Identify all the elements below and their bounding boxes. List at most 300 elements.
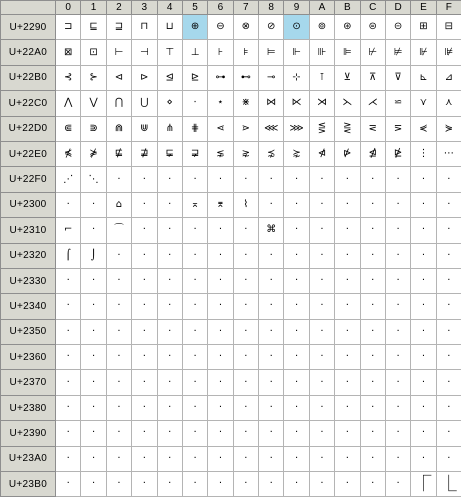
glyph-cell[interactable]: · xyxy=(437,193,461,218)
glyph-cell[interactable]: ⋇ xyxy=(234,91,259,116)
glyph-cell[interactable]: ⊲ xyxy=(107,66,132,91)
glyph-cell[interactable]: · xyxy=(56,193,81,218)
glyph-cell[interactable]: · xyxy=(208,218,233,243)
glyph-cell[interactable]: ⊜ xyxy=(361,15,386,40)
glyph-cell[interactable]: ⋡ xyxy=(81,142,106,167)
glyph-cell[interactable]: ⋘ xyxy=(259,117,284,142)
glyph-cell[interactable]: ⊻ xyxy=(335,66,360,91)
glyph-cell[interactable]: · xyxy=(284,472,309,497)
glyph-cell[interactable]: ⋦ xyxy=(208,142,233,167)
glyph-cell[interactable]: · xyxy=(107,472,132,497)
glyph-cell[interactable]: ⊒ xyxy=(107,15,132,40)
glyph-cell[interactable]: ⊮ xyxy=(411,40,436,65)
glyph-cell[interactable]: ⋜ xyxy=(361,117,386,142)
glyph-cell[interactable]: ⋧ xyxy=(234,142,259,167)
glyph-cell[interactable]: · xyxy=(284,193,309,218)
glyph-cell[interactable]: · xyxy=(81,294,106,319)
glyph-cell[interactable]: ⊙ xyxy=(284,15,309,40)
glyph-cell[interactable]: · xyxy=(361,472,386,497)
glyph-cell[interactable]: · xyxy=(56,345,81,370)
glyph-cell[interactable]: ⎾ xyxy=(411,472,436,497)
glyph-cell[interactable]: · xyxy=(81,447,106,472)
glyph-cell[interactable]: ⋪ xyxy=(310,142,335,167)
glyph-cell[interactable]: · xyxy=(234,294,259,319)
glyph-cell[interactable]: ⋥ xyxy=(183,142,208,167)
glyph-cell[interactable]: · xyxy=(335,396,360,421)
glyph-cell[interactable]: · xyxy=(81,218,106,243)
glyph-cell[interactable]: ⋚ xyxy=(310,117,335,142)
glyph-cell[interactable]: ⊷ xyxy=(234,66,259,91)
glyph-cell[interactable]: · xyxy=(81,396,106,421)
glyph-cell[interactable]: ⋌ xyxy=(361,91,386,116)
glyph-cell[interactable]: · xyxy=(284,167,309,192)
glyph-cell[interactable]: · xyxy=(386,320,411,345)
glyph-cell[interactable]: ⊾ xyxy=(411,66,436,91)
glyph-cell[interactable]: · xyxy=(208,472,233,497)
glyph-cell[interactable]: ⋰ xyxy=(56,167,81,192)
glyph-cell[interactable]: · xyxy=(284,320,309,345)
glyph-cell[interactable]: ⋗ xyxy=(234,117,259,142)
glyph-cell[interactable]: ⋬ xyxy=(361,142,386,167)
glyph-cell[interactable]: · xyxy=(361,447,386,472)
glyph-cell[interactable]: · xyxy=(56,396,81,421)
glyph-cell[interactable]: ⊛ xyxy=(335,15,360,40)
glyph-cell[interactable]: · xyxy=(234,269,259,294)
glyph-cell[interactable]: · xyxy=(259,345,284,370)
glyph-cell[interactable]: · xyxy=(208,345,233,370)
glyph-cell[interactable]: · xyxy=(361,218,386,243)
glyph-cell[interactable]: · xyxy=(284,447,309,472)
glyph-cell[interactable]: ⊴ xyxy=(158,66,183,91)
glyph-cell[interactable]: ⊩ xyxy=(284,40,309,65)
glyph-cell[interactable]: · xyxy=(259,294,284,319)
glyph-cell[interactable]: · xyxy=(234,167,259,192)
glyph-cell[interactable]: · xyxy=(158,396,183,421)
glyph-cell[interactable]: · xyxy=(310,345,335,370)
glyph-cell[interactable]: ⊭ xyxy=(386,40,411,65)
glyph-cell[interactable]: ⋓ xyxy=(132,117,157,142)
glyph-cell[interactable]: ⊔ xyxy=(158,15,183,40)
glyph-cell[interactable]: · xyxy=(81,320,106,345)
glyph-cell[interactable]: · xyxy=(335,193,360,218)
glyph-cell[interactable]: · xyxy=(259,193,284,218)
glyph-cell[interactable]: · xyxy=(259,472,284,497)
glyph-cell[interactable]: · xyxy=(310,320,335,345)
glyph-cell[interactable]: ⊨ xyxy=(259,40,284,65)
glyph-cell[interactable]: · xyxy=(107,447,132,472)
glyph-cell[interactable]: · xyxy=(310,269,335,294)
glyph-cell[interactable]: ⊡ xyxy=(81,40,106,65)
glyph-cell[interactable]: · xyxy=(158,193,183,218)
glyph-cell[interactable]: ⊽ xyxy=(386,66,411,91)
glyph-cell[interactable]: · xyxy=(107,167,132,192)
glyph-cell[interactable]: ⋂ xyxy=(107,91,132,116)
glyph-cell[interactable]: · xyxy=(158,167,183,192)
glyph-cell[interactable]: · xyxy=(234,345,259,370)
glyph-cell[interactable]: · xyxy=(158,218,183,243)
glyph-cell[interactable]: · xyxy=(208,320,233,345)
glyph-cell[interactable]: · xyxy=(284,396,309,421)
glyph-cell[interactable]: · xyxy=(361,294,386,319)
glyph-cell[interactable]: · xyxy=(259,269,284,294)
glyph-cell[interactable]: · xyxy=(208,370,233,395)
glyph-cell[interactable]: ⋐ xyxy=(56,117,81,142)
glyph-cell[interactable]: · xyxy=(158,320,183,345)
glyph-cell[interactable]: ⌂ xyxy=(107,193,132,218)
glyph-cell[interactable]: ⋯ xyxy=(437,142,461,167)
glyph-cell[interactable]: ⋟ xyxy=(437,117,461,142)
glyph-cell[interactable]: · xyxy=(107,244,132,269)
glyph-cell[interactable]: · xyxy=(284,421,309,446)
glyph-cell[interactable]: · xyxy=(183,472,208,497)
glyph-cell[interactable]: ⋣ xyxy=(132,142,157,167)
glyph-cell[interactable]: ⋙ xyxy=(284,117,309,142)
glyph-cell[interactable]: · xyxy=(386,396,411,421)
glyph-cell[interactable]: · xyxy=(234,320,259,345)
glyph-cell[interactable]: · xyxy=(335,345,360,370)
glyph-cell[interactable]: · xyxy=(335,244,360,269)
glyph-cell[interactable]: · xyxy=(107,320,132,345)
glyph-cell[interactable]: · xyxy=(208,167,233,192)
glyph-cell[interactable]: · xyxy=(183,370,208,395)
glyph-cell[interactable]: · xyxy=(158,345,183,370)
glyph-cell[interactable]: · xyxy=(132,421,157,446)
glyph-cell[interactable]: · xyxy=(56,320,81,345)
glyph-cell[interactable]: · xyxy=(132,447,157,472)
glyph-cell[interactable]: · xyxy=(335,370,360,395)
glyph-cell[interactable]: ⌇ xyxy=(234,193,259,218)
glyph-cell[interactable]: · xyxy=(386,421,411,446)
glyph-cell[interactable]: · xyxy=(386,345,411,370)
glyph-cell[interactable]: · xyxy=(208,396,233,421)
glyph-cell[interactable]: · xyxy=(361,193,386,218)
glyph-cell[interactable]: · xyxy=(361,370,386,395)
glyph-cell[interactable]: ⋄ xyxy=(158,91,183,116)
glyph-cell[interactable]: ⋏ xyxy=(437,91,461,116)
glyph-cell[interactable]: · xyxy=(158,447,183,472)
glyph-cell[interactable]: ⎿ xyxy=(437,472,461,497)
glyph-cell[interactable]: · xyxy=(335,320,360,345)
glyph-cell[interactable]: · xyxy=(183,421,208,446)
glyph-cell[interactable]: ⊠ xyxy=(56,40,81,65)
glyph-cell[interactable]: · xyxy=(386,218,411,243)
glyph-cell[interactable]: · xyxy=(411,294,436,319)
glyph-cell[interactable]: · xyxy=(234,396,259,421)
glyph-cell[interactable]: · xyxy=(310,193,335,218)
glyph-cell[interactable]: ⋕ xyxy=(183,117,208,142)
glyph-cell[interactable]: ⊼ xyxy=(361,66,386,91)
glyph-cell[interactable]: · xyxy=(437,244,461,269)
glyph-cell[interactable]: ⋎ xyxy=(411,91,436,116)
glyph-cell[interactable]: ⊳ xyxy=(132,66,157,91)
glyph-cell[interactable]: · xyxy=(81,193,106,218)
glyph-cell[interactable]: · xyxy=(386,370,411,395)
glyph-cell[interactable]: · xyxy=(335,269,360,294)
glyph-cell[interactable]: · xyxy=(259,421,284,446)
glyph-cell[interactable]: · xyxy=(183,294,208,319)
glyph-cell[interactable]: · xyxy=(259,167,284,192)
glyph-cell[interactable]: · xyxy=(411,244,436,269)
glyph-cell[interactable]: · xyxy=(183,396,208,421)
glyph-cell[interactable]: ⊱ xyxy=(81,66,106,91)
glyph-cell[interactable]: ⋖ xyxy=(208,117,233,142)
glyph-cell[interactable]: ⊟ xyxy=(437,15,461,40)
glyph-cell[interactable]: · xyxy=(56,472,81,497)
glyph-cell[interactable]: · xyxy=(310,396,335,421)
glyph-cell[interactable]: · xyxy=(437,218,461,243)
glyph-cell[interactable]: ⋫ xyxy=(335,142,360,167)
glyph-cell[interactable]: · xyxy=(310,294,335,319)
glyph-cell[interactable]: ⌒ xyxy=(107,218,132,243)
glyph-cell[interactable]: · xyxy=(411,320,436,345)
glyph-cell[interactable]: ⊞ xyxy=(411,15,436,40)
glyph-cell[interactable]: ⊦ xyxy=(208,40,233,65)
glyph-cell[interactable]: ⊬ xyxy=(361,40,386,65)
glyph-cell[interactable]: · xyxy=(284,218,309,243)
glyph-cell[interactable]: · xyxy=(411,345,436,370)
glyph-cell[interactable]: ⊿ xyxy=(437,66,461,91)
glyph-cell[interactable]: · xyxy=(81,370,106,395)
glyph-cell[interactable]: · xyxy=(183,244,208,269)
glyph-cell[interactable]: · xyxy=(335,294,360,319)
glyph-cell[interactable]: · xyxy=(437,269,461,294)
glyph-cell[interactable]: ⊹ xyxy=(284,66,309,91)
glyph-cell[interactable]: ⋃ xyxy=(132,91,157,116)
glyph-cell[interactable]: · xyxy=(386,472,411,497)
glyph-cell[interactable]: ⊝ xyxy=(386,15,411,40)
glyph-cell[interactable]: · xyxy=(132,320,157,345)
glyph-cell[interactable]: ⋛ xyxy=(335,117,360,142)
glyph-cell[interactable]: ⊵ xyxy=(183,66,208,91)
glyph-cell[interactable]: ⋍ xyxy=(386,91,411,116)
glyph-cell[interactable]: ⋈ xyxy=(259,91,284,116)
glyph-cell[interactable]: ⊐ xyxy=(56,15,81,40)
glyph-cell[interactable]: · xyxy=(437,370,461,395)
glyph-cell[interactable]: ⋢ xyxy=(107,142,132,167)
glyph-cell[interactable]: ⊢ xyxy=(107,40,132,65)
glyph-cell[interactable]: · xyxy=(183,167,208,192)
glyph-cell[interactable]: · xyxy=(411,167,436,192)
glyph-cell[interactable]: · xyxy=(437,320,461,345)
glyph-cell[interactable]: ⊯ xyxy=(437,40,461,65)
glyph-cell[interactable]: · xyxy=(411,421,436,446)
glyph-cell[interactable]: · xyxy=(56,447,81,472)
glyph-cell[interactable]: ⋭ xyxy=(386,142,411,167)
glyph-cell[interactable]: · xyxy=(259,244,284,269)
glyph-cell[interactable]: · xyxy=(386,269,411,294)
glyph-cell[interactable]: · xyxy=(132,472,157,497)
glyph-cell[interactable]: ⋱ xyxy=(81,167,106,192)
glyph-cell[interactable]: · xyxy=(208,447,233,472)
glyph-cell[interactable]: · xyxy=(437,396,461,421)
glyph-cell[interactable]: ⋅ xyxy=(183,91,208,116)
glyph-cell[interactable]: · xyxy=(310,244,335,269)
glyph-cell[interactable]: · xyxy=(411,193,436,218)
glyph-cell[interactable]: · xyxy=(284,294,309,319)
glyph-cell[interactable]: · xyxy=(411,447,436,472)
glyph-cell[interactable]: ⌘ xyxy=(259,218,284,243)
glyph-cell[interactable]: · xyxy=(158,294,183,319)
glyph-cell[interactable]: · xyxy=(158,370,183,395)
glyph-cell[interactable]: · xyxy=(132,345,157,370)
glyph-cell[interactable]: · xyxy=(386,167,411,192)
glyph-cell[interactable]: · xyxy=(259,320,284,345)
glyph-cell[interactable]: ⊧ xyxy=(234,40,259,65)
glyph-cell[interactable]: · xyxy=(411,396,436,421)
glyph-cell[interactable]: ⋨ xyxy=(259,142,284,167)
glyph-cell[interactable]: · xyxy=(183,269,208,294)
glyph-cell[interactable]: ⋒ xyxy=(107,117,132,142)
glyph-cell[interactable]: · xyxy=(361,421,386,446)
glyph-cell[interactable]: · xyxy=(56,370,81,395)
glyph-cell[interactable]: · xyxy=(386,294,411,319)
glyph-cell[interactable]: · xyxy=(361,244,386,269)
glyph-cell[interactable]: ⋞ xyxy=(411,117,436,142)
glyph-cell[interactable]: · xyxy=(81,472,106,497)
glyph-cell[interactable]: ⋮ xyxy=(411,142,436,167)
glyph-cell[interactable]: · xyxy=(234,447,259,472)
glyph-cell[interactable]: ⊺ xyxy=(310,66,335,91)
glyph-cell[interactable]: ⋉ xyxy=(284,91,309,116)
glyph-cell[interactable]: · xyxy=(183,320,208,345)
glyph-cell[interactable]: · xyxy=(335,447,360,472)
glyph-cell[interactable]: ⋋ xyxy=(335,91,360,116)
glyph-cell[interactable]: · xyxy=(310,218,335,243)
glyph-cell[interactable]: · xyxy=(132,244,157,269)
glyph-cell[interactable]: ⌅ xyxy=(183,193,208,218)
glyph-cell[interactable]: · xyxy=(56,421,81,446)
glyph-cell[interactable]: · xyxy=(107,269,132,294)
glyph-cell[interactable]: · xyxy=(284,269,309,294)
glyph-cell[interactable]: · xyxy=(183,218,208,243)
glyph-cell[interactable]: ⊑ xyxy=(81,15,106,40)
glyph-cell[interactable]: · xyxy=(158,269,183,294)
glyph-cell[interactable]: · xyxy=(335,167,360,192)
glyph-cell[interactable]: ⊗ xyxy=(234,15,259,40)
glyph-cell[interactable]: · xyxy=(81,269,106,294)
glyph-cell[interactable]: · xyxy=(386,244,411,269)
glyph-cell[interactable]: · xyxy=(107,370,132,395)
glyph-cell[interactable]: · xyxy=(361,320,386,345)
glyph-cell[interactable]: ⊖ xyxy=(208,15,233,40)
glyph-cell[interactable]: · xyxy=(183,345,208,370)
glyph-cell[interactable]: ⊪ xyxy=(310,40,335,65)
glyph-cell[interactable]: · xyxy=(132,396,157,421)
glyph-cell[interactable]: · xyxy=(107,294,132,319)
glyph-cell[interactable]: · xyxy=(335,218,360,243)
glyph-cell[interactable]: · xyxy=(411,370,436,395)
glyph-cell[interactable]: · xyxy=(208,421,233,446)
glyph-cell[interactable]: ⋠ xyxy=(56,142,81,167)
glyph-cell[interactable]: · xyxy=(386,447,411,472)
glyph-cell[interactable]: · xyxy=(361,269,386,294)
glyph-cell[interactable]: · xyxy=(310,421,335,446)
glyph-cell[interactable]: · xyxy=(386,193,411,218)
glyph-cell[interactable]: ⊣ xyxy=(132,40,157,65)
glyph-cell[interactable]: ⊓ xyxy=(132,15,157,40)
glyph-cell[interactable]: · xyxy=(107,396,132,421)
glyph-cell[interactable]: · xyxy=(437,421,461,446)
glyph-cell[interactable]: · xyxy=(234,244,259,269)
glyph-cell[interactable]: ⌠ xyxy=(56,244,81,269)
glyph-cell[interactable]: ⋤ xyxy=(158,142,183,167)
glyph-cell[interactable]: · xyxy=(132,218,157,243)
glyph-cell[interactable]: · xyxy=(158,472,183,497)
glyph-cell[interactable]: ⋀ xyxy=(56,91,81,116)
glyph-cell[interactable]: · xyxy=(208,269,233,294)
glyph-cell[interactable]: ⌆ xyxy=(208,193,233,218)
glyph-cell[interactable]: · xyxy=(132,294,157,319)
glyph-cell[interactable]: · xyxy=(284,345,309,370)
glyph-cell[interactable]: · xyxy=(132,193,157,218)
glyph-cell[interactable]: · xyxy=(234,421,259,446)
glyph-cell[interactable]: · xyxy=(208,294,233,319)
glyph-cell[interactable]: ⊘ xyxy=(259,15,284,40)
glyph-cell[interactable]: · xyxy=(107,421,132,446)
glyph-cell[interactable]: · xyxy=(81,421,106,446)
glyph-cell[interactable]: ⋊ xyxy=(310,91,335,116)
glyph-cell[interactable]: ⋩ xyxy=(284,142,309,167)
glyph-cell[interactable]: ⊫ xyxy=(335,40,360,65)
glyph-cell[interactable]: · xyxy=(183,447,208,472)
glyph-cell[interactable]: ⋑ xyxy=(81,117,106,142)
glyph-cell[interactable]: · xyxy=(107,345,132,370)
glyph-cell[interactable]: · xyxy=(361,345,386,370)
glyph-cell[interactable]: · xyxy=(310,167,335,192)
glyph-cell[interactable]: · xyxy=(335,421,360,446)
glyph-cell[interactable]: · xyxy=(437,294,461,319)
glyph-cell[interactable]: · xyxy=(310,447,335,472)
glyph-cell[interactable]: · xyxy=(132,167,157,192)
glyph-cell[interactable]: ⋝ xyxy=(386,117,411,142)
glyph-cell[interactable]: · xyxy=(310,472,335,497)
glyph-cell[interactable]: · xyxy=(411,269,436,294)
glyph-cell[interactable]: ⊰ xyxy=(56,66,81,91)
glyph-cell[interactable]: · xyxy=(132,269,157,294)
glyph-cell[interactable]: · xyxy=(284,244,309,269)
glyph-cell[interactable]: · xyxy=(56,269,81,294)
glyph-cell[interactable]: ⋁ xyxy=(81,91,106,116)
glyph-cell[interactable]: · xyxy=(208,244,233,269)
glyph-cell[interactable]: · xyxy=(284,370,309,395)
glyph-cell[interactable]: · xyxy=(81,345,106,370)
glyph-cell[interactable]: ⋆ xyxy=(208,91,233,116)
glyph-cell[interactable]: · xyxy=(411,218,436,243)
glyph-cell[interactable]: ⊥ xyxy=(183,40,208,65)
glyph-cell[interactable]: ⌡ xyxy=(81,244,106,269)
glyph-cell[interactable]: · xyxy=(259,396,284,421)
glyph-cell[interactable]: · xyxy=(234,472,259,497)
glyph-cell[interactable]: · xyxy=(158,244,183,269)
glyph-cell[interactable]: ⊚ xyxy=(310,15,335,40)
glyph-cell[interactable]: · xyxy=(361,396,386,421)
glyph-cell[interactable]: ⊶ xyxy=(208,66,233,91)
glyph-cell[interactable]: · xyxy=(56,294,81,319)
glyph-cell[interactable]: ⊸ xyxy=(259,66,284,91)
glyph-cell[interactable]: · xyxy=(335,472,360,497)
glyph-cell[interactable]: · xyxy=(437,345,461,370)
glyph-cell[interactable]: · xyxy=(132,370,157,395)
glyph-cell[interactable]: ⌐ xyxy=(56,218,81,243)
glyph-cell[interactable]: · xyxy=(158,421,183,446)
glyph-cell[interactable]: · xyxy=(361,167,386,192)
glyph-cell[interactable]: · xyxy=(234,218,259,243)
glyph-cell[interactable]: · xyxy=(437,167,461,192)
glyph-cell[interactable]: · xyxy=(310,370,335,395)
glyph-cell[interactable]: · xyxy=(259,370,284,395)
glyph-cell[interactable]: ⊤ xyxy=(158,40,183,65)
glyph-cell[interactable]: ⊕ xyxy=(183,15,208,40)
